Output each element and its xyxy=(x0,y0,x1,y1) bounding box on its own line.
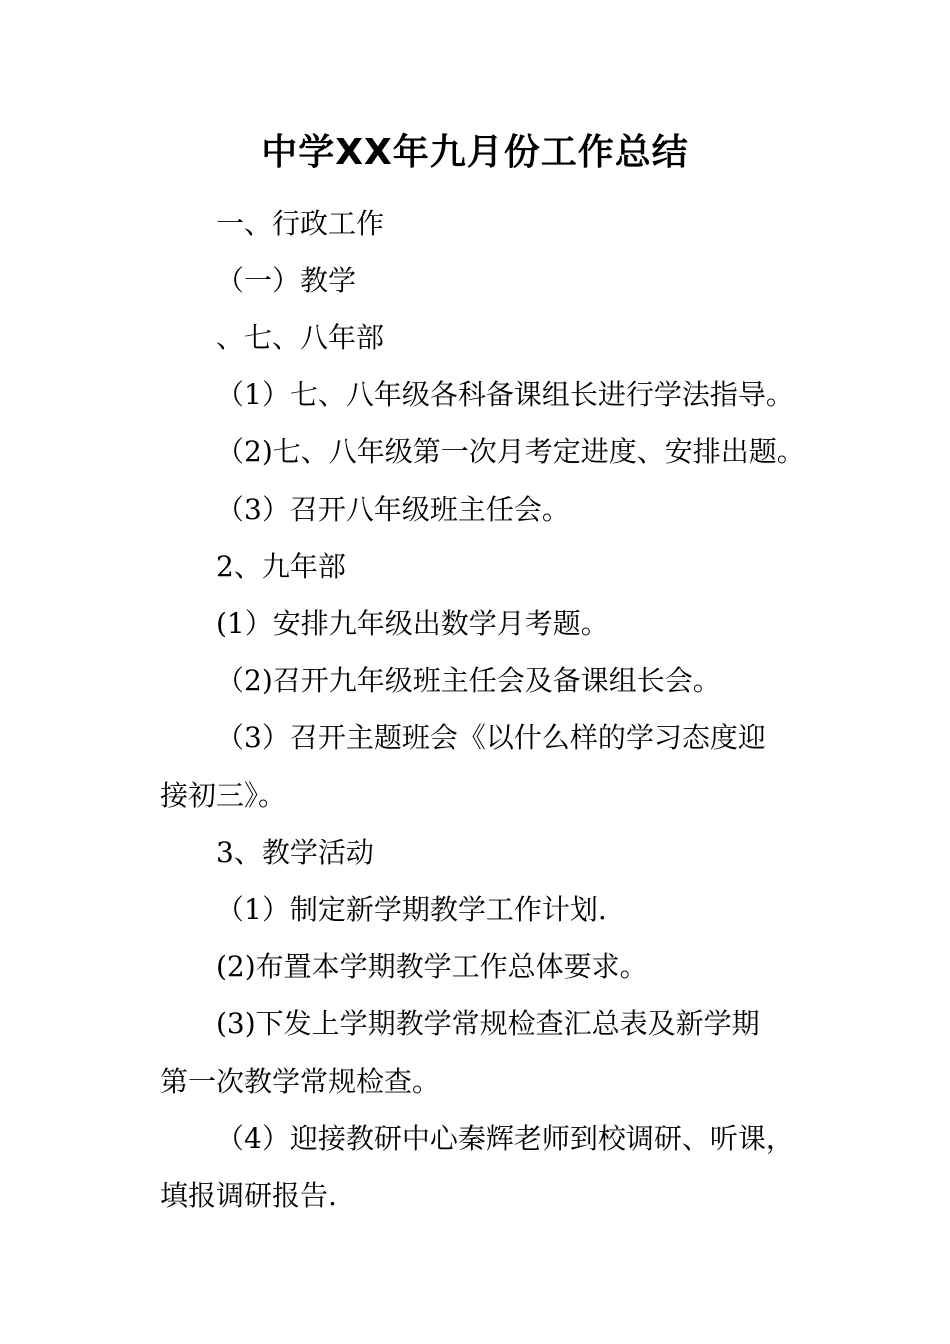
document-title: 中学XX年九月份工作总结 xyxy=(261,132,689,173)
paragraph-line-continuation: 接初三》。 xyxy=(160,779,287,812)
paragraph-line: (1）安排九年级出数学月考题。 xyxy=(216,607,609,640)
item-heading-grade-7-8: 、七、八年部 xyxy=(216,321,385,354)
paragraph-line: (3)下发上学期教学常规检查汇总表及新学期 xyxy=(216,1007,760,1040)
paragraph-line: （1）制定新学期教学工作计划. xyxy=(216,893,607,926)
subsection-heading-teaching: （一）教学 xyxy=(216,264,357,297)
paragraph-line-continuation: 第一次教学常规检查。 xyxy=(160,1065,441,1098)
paragraph-line: （2)召开九年级班主任会及备课组长会。 xyxy=(216,664,721,697)
paragraph-line: （3）召开八年级班主任会。 xyxy=(216,493,570,526)
section-heading-admin: 一、行政工作 xyxy=(216,207,385,240)
paragraph-line-continuation: 填报调研报告. xyxy=(160,1179,337,1212)
paragraph-line: （2)七、八年级第一次月考定进度、安排出题。 xyxy=(216,435,805,468)
item-heading-grade-9: 2、九年部 xyxy=(216,550,346,583)
paragraph-line: （4）迎接教研中心秦辉老师到校调研、听课， xyxy=(216,1122,794,1155)
paragraph-line: （3）召开主题班会《以什么样的学习态度迎 xyxy=(216,721,766,754)
paragraph-line: (2)布置本学期教学工作总体要求。 xyxy=(216,950,648,983)
paragraph-line: （1）七、八年级各科备课组长进行学法指导。 xyxy=(216,378,794,411)
item-heading-teaching-activities: 3、教学活动 xyxy=(216,836,374,869)
